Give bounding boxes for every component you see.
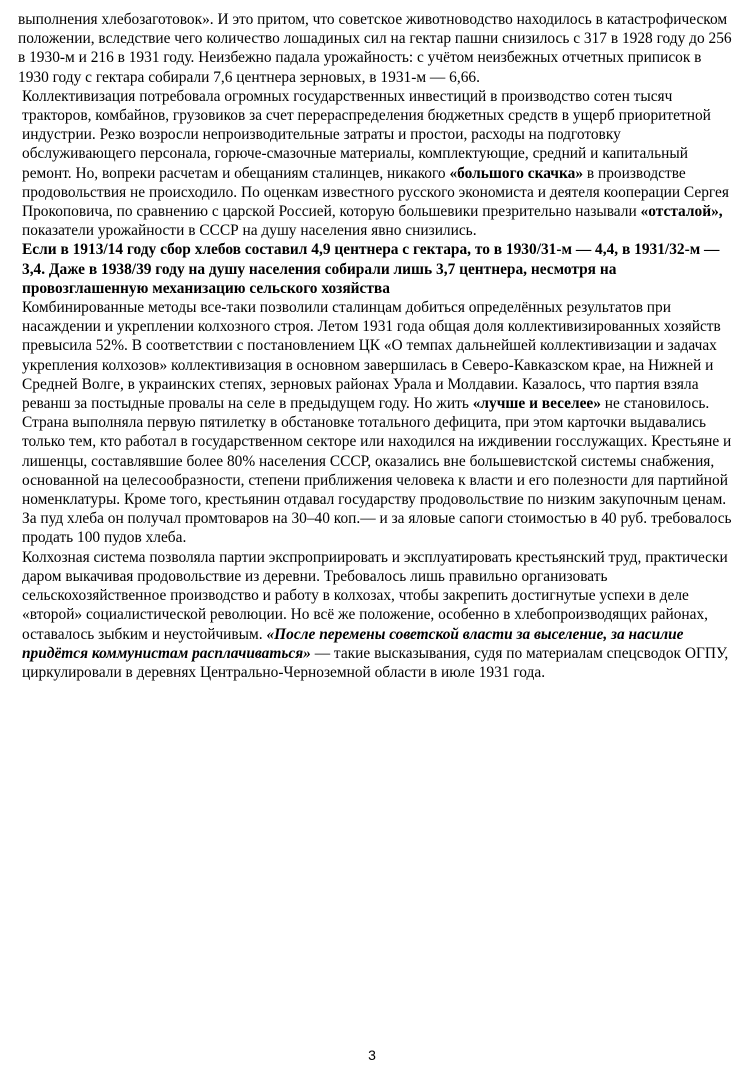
paragraph-2-text-b: в производстве продовольствия не происходило. По оценкам известного русского экономиста и деятеля кооперации Сергея Прокоповича, по сравнению с царской Россией, которую большевики презрительно называли [22,164,729,221]
paragraph-1-text: выполнения хлебозаготовок». И это притом, что советское животноводство находилось в катастрофическом положении, вследствие чего количество лошадиных сил на гектар пашни снизилось с 317 в 1928 году до 256 в 1930-м и 216 в 1931 году. Неизбежно падала урожайность: с учётом неизбежных отчетных приписок в 1930 году с гектара собирали 7,6 центнера зерновых, в 1931-м — 6,66. [18,11,732,86]
paragraph-3-text: Если в 1913/14 году сбор хлебов составил 4,9 центнера с гектара, то в 1930/31-м — 4,4, в 1931/32-м — 3,4. Даже в 1938/39 году на душу населения собирали лишь 3,7 центнера, несмотря на провозглашенную механизацию сельского хозяйства [22,241,720,297]
paragraph-4-text-b: не становилось. Страна выполняла первую пятилетку в обстановке тотального дефицита, при этом карточки выдавались только тем, кто работал в государственном секторе или находился на иждивении госслужащих. Крестьяне и лишенцы, составлявшие более 80% населения СССР, оказались вне большевистской системы снабжения, основанной на целесообразности, степени приближения человека к власти и его полезности для партийной номенклатуры. Кроме того, крестьянин отдавал государству продовольствие по низким закупочным ценам. За пуд хлеба он получал промтоваров на 30–40 коп.— и за яловые сапоги стоимостью в 40 руб. требовалось продать 100 пудов хлеба. [22,395,732,547]
paragraph-5-quote: «После перемены советской власти за выселение, за насилие придётся коммунистам расплачиваться» [22,625,684,662]
paragraph-2-text-c: показатели урожайности в СССР на душу населения явно снизились. [22,222,477,240]
paragraph-5 [18,548,736,682]
paragraph-1 [18,10,736,87]
paragraph-4-text-a: Комбинированные методы все-таки позволили сталинцам добиться определённых результатов при насаждении и укреплении колхозного строя. Летом 1931 года общая доля коллективизированных хозяйств превысила 52%. В соответствии с постановлением ЦК «О темпах дальнейшей коллективизации и задачах укрепления колхозов» коллективизация в основном завершилась в Северо-Кавказском крае, на Нижней и Средней Волге, в украинских степях, зерновых районах Урала и Молдавии. Казалось, что партия взяла реванш за постыдные провалы на селе в предыдущем году. Но жить [22,299,721,413]
paragraph-3-bold-statement [18,240,736,298]
paragraph-4-bold-a: «лучше и веселее» [472,395,601,413]
paragraph-2-bold-b: «отсталой», [640,203,723,221]
paragraph-5-text-a: Колхозная система позволяла партии экспроприировать и эксплуатировать крестьянский труд, практически даром выкачивая продовольствие из деревни. Требовалось лишь правильно организовать сельскохозяйственное производство и работу в колхозах, чтобы закрепить достигнутые успехи в деле «второй» социалистической революции. Но всё же положение, особенно в хлебопроизводящих районах, оставалось зыбким и неустойчивым. [22,548,728,643]
page-number: 3 [368,1047,376,1063]
paragraph-4 [18,298,736,548]
paragraph-2-text-a: Коллективизация потребовала огромных государственных инвестиций в производство сотен тысяч тракторов, комбайнов, грузовиков за счет перераспределения бюджетных средств в ущерб приоритетной индустрии. Резко возросли непроизводительные затраты и простои, расходы на подготовку обслуживающего персонала, горюче-смазочные материалы, комплектующие, средний и капитальный ремонт. Но, вопреки расчетам и обещаниям сталинцев, никакого [22,87,711,182]
paragraph-2-bold-a: «большого скачка» [449,164,584,182]
paragraph-5-text-b: — такие высказывания, судя по материалам спецсводок ОГПУ, циркулировали в деревнях Центрально-Черноземной области в июле 1931 года. [22,644,729,681]
paragraph-2 [18,87,736,241]
